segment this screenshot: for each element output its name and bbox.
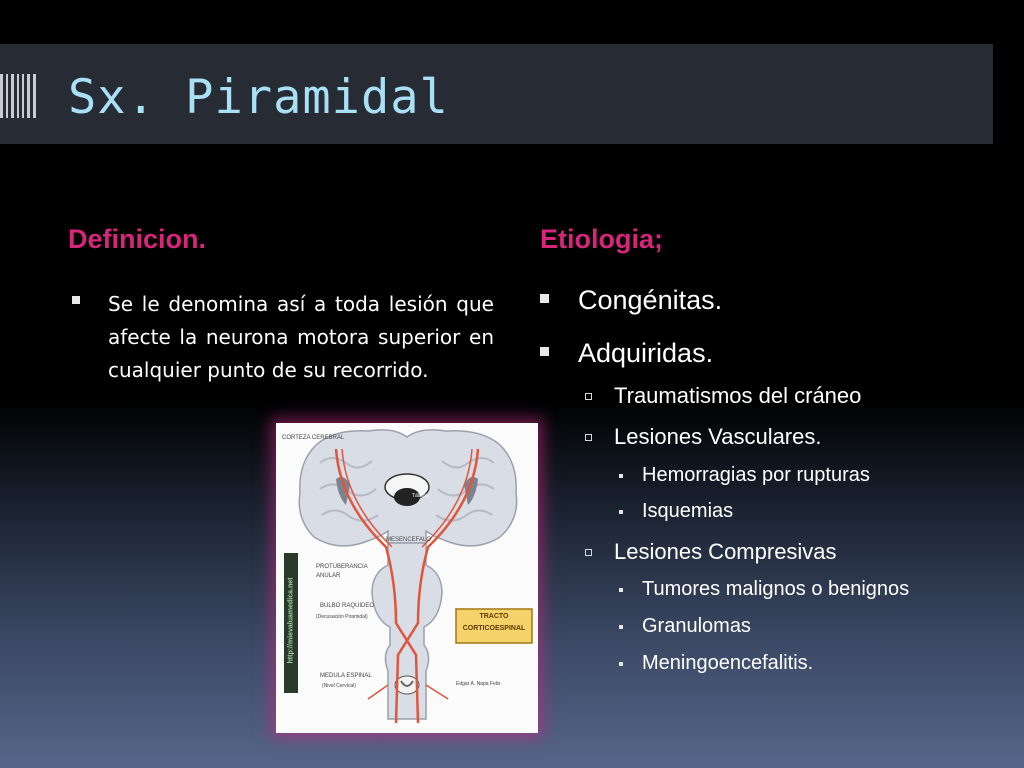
bullet-small-square-icon xyxy=(619,474,623,478)
bullet-small-square-icon xyxy=(619,625,623,629)
bullet-hollow-icon xyxy=(585,549,592,556)
list-item: Tumores malignos o benignos xyxy=(642,578,910,600)
bullet-small-square-icon xyxy=(619,510,623,514)
list-item: Hemorragias por rupturas xyxy=(642,464,870,486)
label-corticoespinal: CORTICOESPINAL xyxy=(462,625,526,632)
list-item: Lesiones Compresivas xyxy=(614,539,837,564)
label-tracto: TRACTO xyxy=(479,613,509,620)
label-decusacion: (Decusación Piramidal) xyxy=(316,614,368,620)
list-item: Traumatismos del cráneo xyxy=(614,383,862,408)
label-author: Edgar A. Napa Felix xyxy=(456,681,501,687)
label-nivel-cervical: (Nivel Cervical) xyxy=(322,683,356,689)
list-item: Adquiridas. xyxy=(578,338,714,368)
list-item: Lesiones Vasculares. xyxy=(614,424,822,449)
label-bulbo: BULBO RAQUIDEO xyxy=(320,603,375,609)
label-protuberancia: PROTUBERANCIA ANULAR xyxy=(316,564,368,579)
bullet-square-icon xyxy=(72,296,80,304)
pyramidal-tract-diagram xyxy=(276,423,538,733)
bullet-square-icon xyxy=(540,347,549,356)
slide-title: Sx. Piramidal xyxy=(68,70,449,125)
bullet-small-square-icon xyxy=(619,662,623,666)
title-bar xyxy=(0,44,993,144)
list-item: Isquemias xyxy=(642,500,734,522)
bullet-square-icon xyxy=(540,294,549,303)
label-medula: MEDULA ESPINAL xyxy=(320,673,372,679)
definicion-heading: Definicion. xyxy=(68,224,207,254)
bullet-hollow-icon xyxy=(585,393,592,400)
list-item: Meningoencefalitis. xyxy=(642,652,814,674)
label-mesencefalo: MESENCEFALO xyxy=(386,537,432,543)
list-item: Granulomas xyxy=(642,615,751,637)
etiologia-heading: Etiologia; xyxy=(540,224,663,254)
bullet-hollow-icon xyxy=(585,434,592,441)
definicion-bullet xyxy=(72,288,494,387)
bullet-small-square-icon xyxy=(619,588,623,592)
label-corteza-cerebral: CORTEZA CEREBRAL xyxy=(282,435,345,441)
label-talamo: Tálamo xyxy=(412,493,429,499)
list-item: Congénitas. xyxy=(578,285,723,315)
definicion-text: Se le denomina así a toda lesión que afecte la neurona motora superior en cualquier punto de su recorrido. xyxy=(108,292,494,382)
title-decoration xyxy=(0,74,36,118)
label-watermark: http://mievaluamedica.net xyxy=(287,577,295,664)
